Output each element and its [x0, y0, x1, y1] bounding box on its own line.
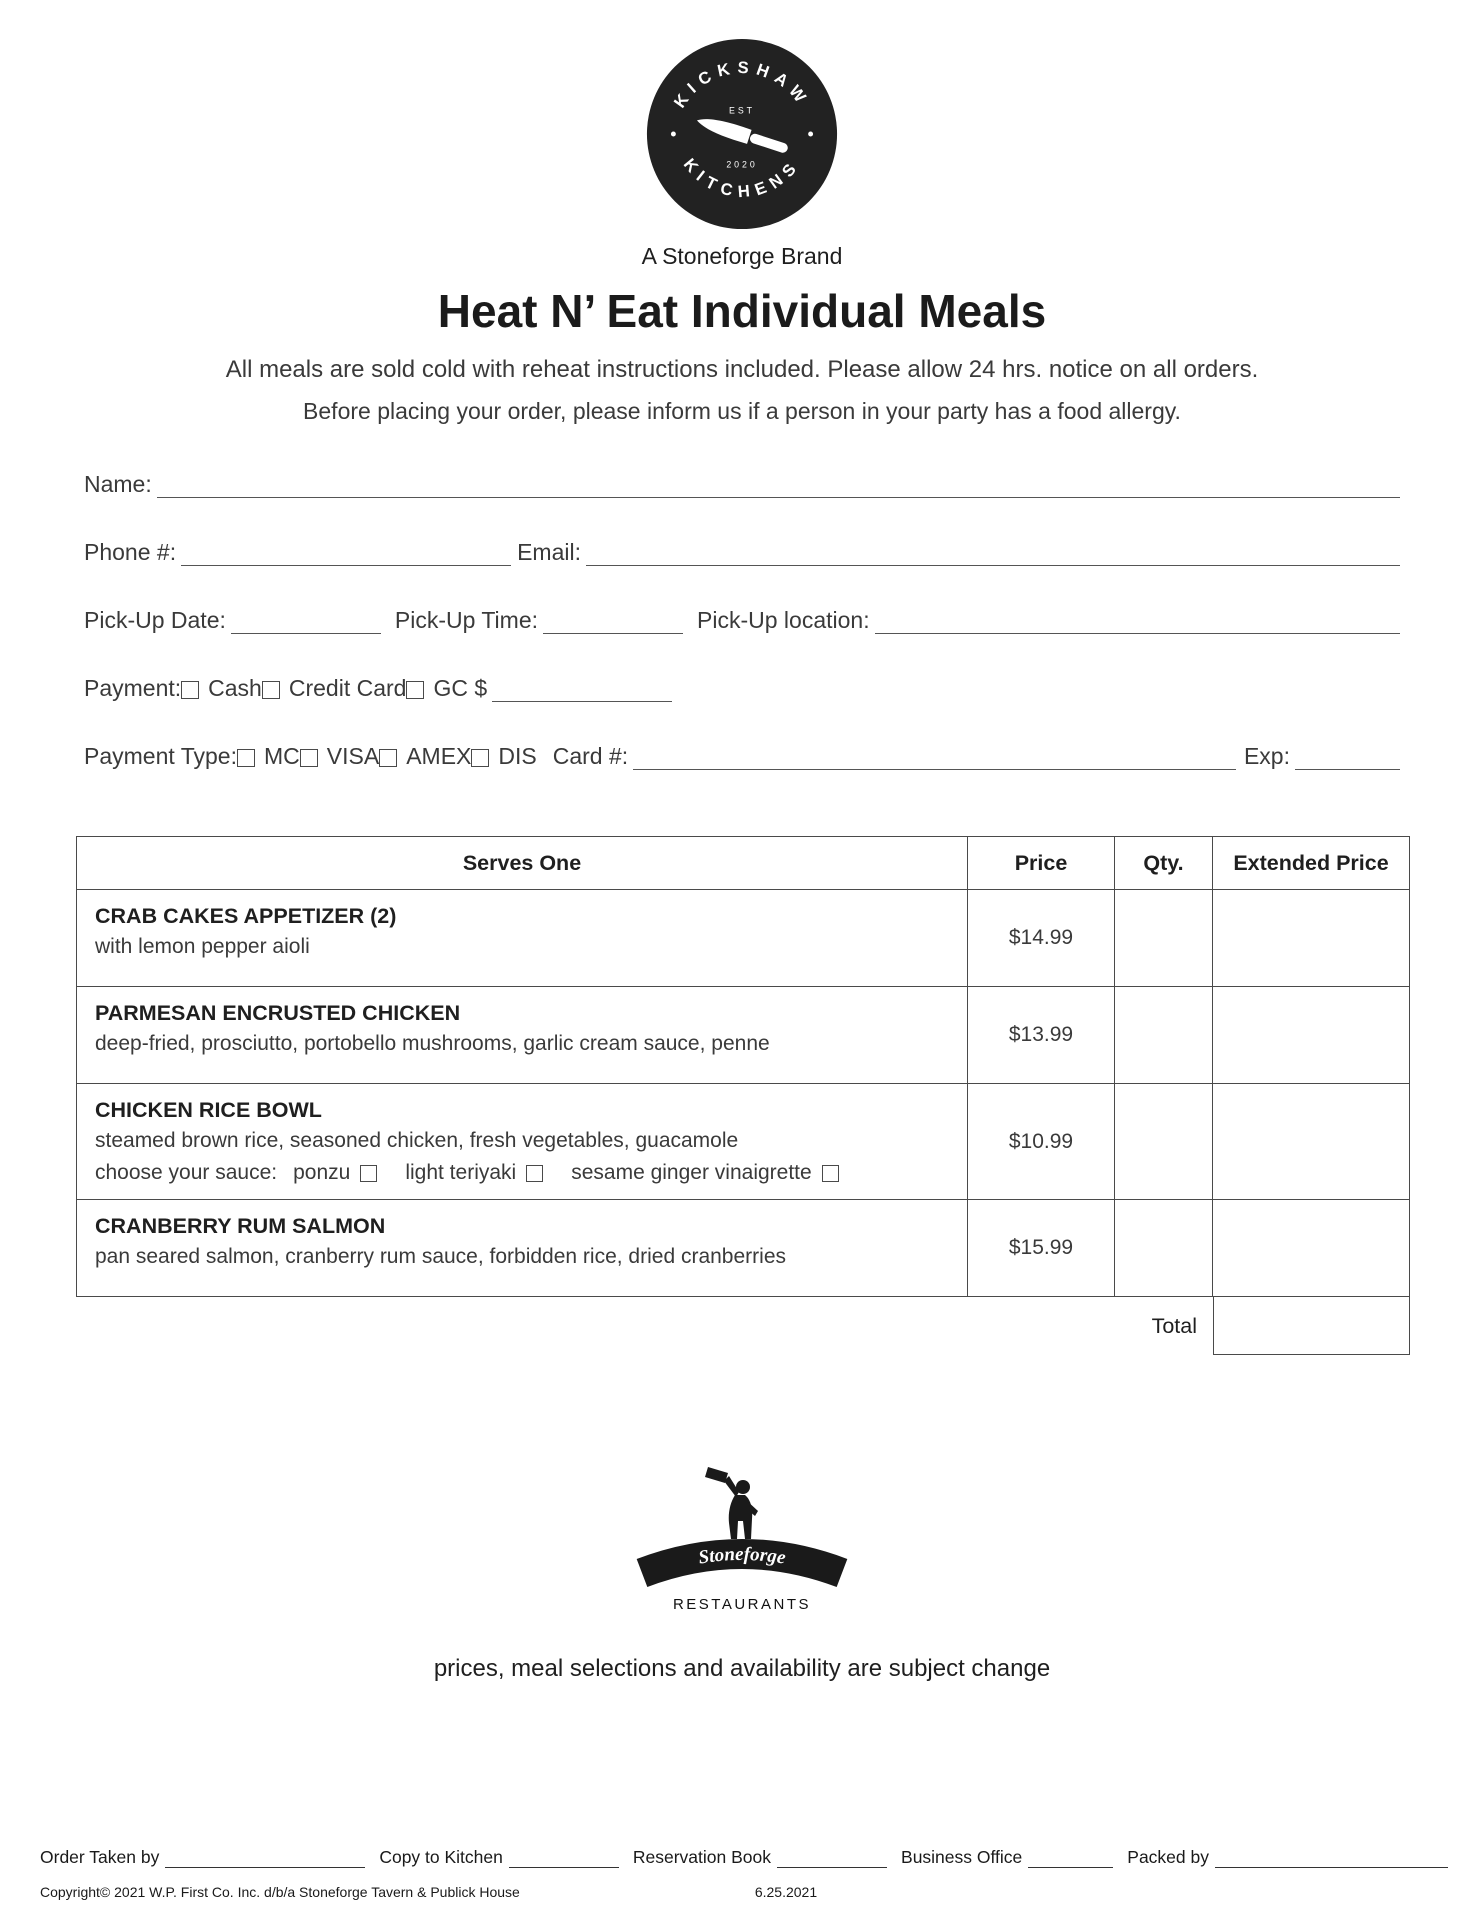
- phone-field-line[interactable]: [181, 560, 511, 566]
- exp-label: Exp:: [1243, 743, 1290, 769]
- pickup-date-label: Pick-Up Date:: [84, 607, 226, 633]
- price-cell: $14.99: [967, 890, 1114, 986]
- menu-item-cell: [77, 1084, 967, 1199]
- visa-label: VISA: [326, 743, 380, 769]
- price-cell: $15.99: [967, 1200, 1114, 1296]
- credit-card-checkbox[interactable]: [262, 681, 280, 699]
- qty-cell[interactable]: [1114, 1200, 1212, 1296]
- visa-checkbox[interactable]: [300, 749, 318, 767]
- teriyaki-checkbox[interactable]: [526, 1165, 543, 1182]
- packed-by-line[interactable]: [1215, 1863, 1448, 1868]
- payment-label: Payment:: [84, 675, 182, 701]
- header-serves-one: Serves One: [462, 850, 582, 875]
- office-use-row: [40, 1847, 1448, 1868]
- total-row: [76, 1297, 1410, 1355]
- stoneforge-restaurants-logo-icon: [612, 1461, 872, 1593]
- header-extended-price: Extended Price: [1212, 837, 1409, 889]
- menu-item-cell: [77, 987, 967, 1083]
- business-office-label: Business Office: [901, 1847, 1023, 1867]
- card-number-line[interactable]: [633, 764, 1236, 770]
- sesame-ginger-checkbox[interactable]: [822, 1165, 839, 1182]
- page-title: Heat N’ Eat Individual Meals: [437, 285, 1047, 337]
- dis-label: DIS: [498, 743, 537, 769]
- menu-item-name: CHICKEN RICE BOWL: [95, 1098, 322, 1122]
- sauce-choice-line: [95, 1161, 949, 1185]
- qty-cell[interactable]: [1114, 890, 1212, 986]
- price-change-notice: prices, meal selections and availability are subject change: [433, 1655, 1051, 1682]
- order-taken-by-line[interactable]: [165, 1863, 365, 1868]
- menu-item-cell: [77, 890, 967, 986]
- exp-line[interactable]: [1295, 764, 1400, 770]
- menu-item-desc: with lemon pepper aioli: [95, 935, 310, 958]
- restaurants-text: RESTAURANTS: [672, 1596, 812, 1613]
- menu-item-name: PARMESAN ENCRUSTED CHICKEN: [95, 1001, 461, 1025]
- pickup-location-field-line[interactable]: [875, 628, 1400, 634]
- menu-item-cell: [77, 1200, 967, 1296]
- form-line-payment: [84, 675, 1400, 702]
- sauce-option-ponzu: ponzu: [293, 1161, 351, 1184]
- total-label: Total: [1151, 1313, 1197, 1338]
- logo-year-text: 2020: [726, 159, 758, 170]
- sauce-option-teriyaki: light teriyaki: [405, 1161, 517, 1184]
- phone-label: Phone #:: [84, 539, 177, 565]
- packed-by-label: Packed by: [1127, 1847, 1209, 1867]
- pickup-date-field-line[interactable]: [231, 628, 381, 634]
- email-label: Email:: [517, 539, 581, 565]
- brand-tagline: A Stoneforge Brand: [641, 243, 843, 269]
- reservation-book-label: Reservation Book: [632, 1847, 772, 1867]
- cash-label: Cash: [208, 675, 262, 701]
- email-field-line[interactable]: [586, 560, 1400, 566]
- pickup-time-field-line[interactable]: [543, 628, 683, 634]
- ponzu-checkbox[interactable]: [360, 1165, 377, 1182]
- menu-item-name: CRANBERRY RUM SALMON: [95, 1214, 386, 1238]
- stoneforge-script-text: Stoneforge: [697, 1543, 788, 1569]
- form-line-payment-type: [84, 743, 1400, 770]
- menu-table-header-row: [77, 837, 1409, 889]
- extended-price-cell[interactable]: [1212, 890, 1409, 986]
- qty-cell[interactable]: [1114, 1084, 1212, 1199]
- intro-line-1: All meals are sold cold with reheat instructions included. Please allow 24 hrs. notice on all orders.: [225, 356, 1259, 383]
- menu-row: [77, 1083, 1409, 1199]
- price-cell: $10.99: [967, 1084, 1114, 1199]
- copy-to-kitchen-label: Copy to Kitchen: [379, 1847, 503, 1867]
- header-qty: Qty.: [1114, 837, 1212, 889]
- name-field-line[interactable]: [157, 492, 1400, 498]
- payment-type-label: Payment Type:: [84, 743, 237, 769]
- kickshaw-kitchens-logo-icon: [644, 36, 840, 232]
- kickshaw-logo-wrap: [0, 0, 1484, 237]
- amex-label: AMEX: [406, 743, 472, 769]
- logo-top-arc-text: KICKSHAW: [669, 57, 814, 112]
- credit-card-label: Credit Card: [288, 675, 407, 701]
- price-cell: $13.99: [967, 987, 1114, 1083]
- name-label: Name:: [84, 471, 152, 497]
- blacksmith-figure-icon: [705, 1467, 758, 1539]
- menu-item-desc: steamed brown rice, seasoned chicken, fresh vegetables, guacamole: [95, 1129, 739, 1152]
- gift-card-label: GC $: [433, 675, 488, 701]
- qty-cell[interactable]: [1114, 987, 1212, 1083]
- order-info-form: [84, 471, 1400, 770]
- pickup-location-label: Pick-Up location:: [697, 607, 870, 633]
- menu-row: [77, 986, 1409, 1083]
- card-number-label: Card #:: [552, 743, 629, 769]
- extended-price-cell[interactable]: [1212, 1084, 1409, 1199]
- sauce-label: choose your sauce:: [95, 1161, 278, 1184]
- copy-to-kitchen-line[interactable]: [509, 1863, 619, 1868]
- copyright-row: [40, 1884, 817, 1900]
- intro-line-2: Before placing your order, please inform us if a person in your party has a food allergy.: [303, 398, 1181, 424]
- extended-price-cell[interactable]: [1212, 987, 1409, 1083]
- menu-table: [76, 836, 1410, 1297]
- logo-bottom-arc-text: KITCHENS: [679, 154, 805, 202]
- mc-label: MC: [264, 743, 300, 769]
- copyright-text: Copyright© 2021 W.P. First Co. Inc. d/b/a Stoneforge Tavern & Publick House: [40, 1884, 520, 1900]
- business-office-line[interactable]: [1028, 1863, 1113, 1868]
- pickup-time-label: Pick-Up Time:: [394, 607, 539, 633]
- menu-row: [77, 889, 1409, 986]
- mc-checkbox[interactable]: [237, 749, 255, 767]
- dis-checkbox[interactable]: [471, 749, 489, 767]
- menu-item-name: CRAB CAKES APPETIZER (2): [95, 904, 397, 928]
- extended-price-cell[interactable]: [1212, 1200, 1409, 1296]
- menu-item-desc: pan seared salmon, cranberry rum sauce, forbidden rice, dried cranberries: [95, 1245, 787, 1268]
- logo-est-text: EST: [729, 105, 755, 116]
- total-amount-box[interactable]: [1213, 1297, 1410, 1355]
- sauce-option-sesame: sesame ginger vinaigrette: [571, 1161, 812, 1184]
- gift-card-checkbox[interactable]: [406, 681, 424, 699]
- header-price: Price: [967, 837, 1114, 889]
- menu-item-desc: deep-fried, prosciutto, portobello mushrooms, garlic cream sauce, penne: [95, 1032, 770, 1055]
- form-line-phone-email: [84, 539, 1400, 566]
- stoneforge-logo-wrap: [0, 1461, 1484, 1613]
- order-taken-by-label: Order Taken by: [40, 1847, 160, 1867]
- revision-date: 6.25.2021: [754, 1884, 818, 1900]
- gift-card-amount-line[interactable]: [492, 696, 672, 702]
- cash-checkbox[interactable]: [181, 681, 199, 699]
- form-line-name: [84, 471, 1400, 498]
- form-line-pickup: [84, 607, 1400, 634]
- menu-row: [77, 1199, 1409, 1296]
- reservation-book-line[interactable]: [777, 1863, 887, 1868]
- amex-checkbox[interactable]: [379, 749, 397, 767]
